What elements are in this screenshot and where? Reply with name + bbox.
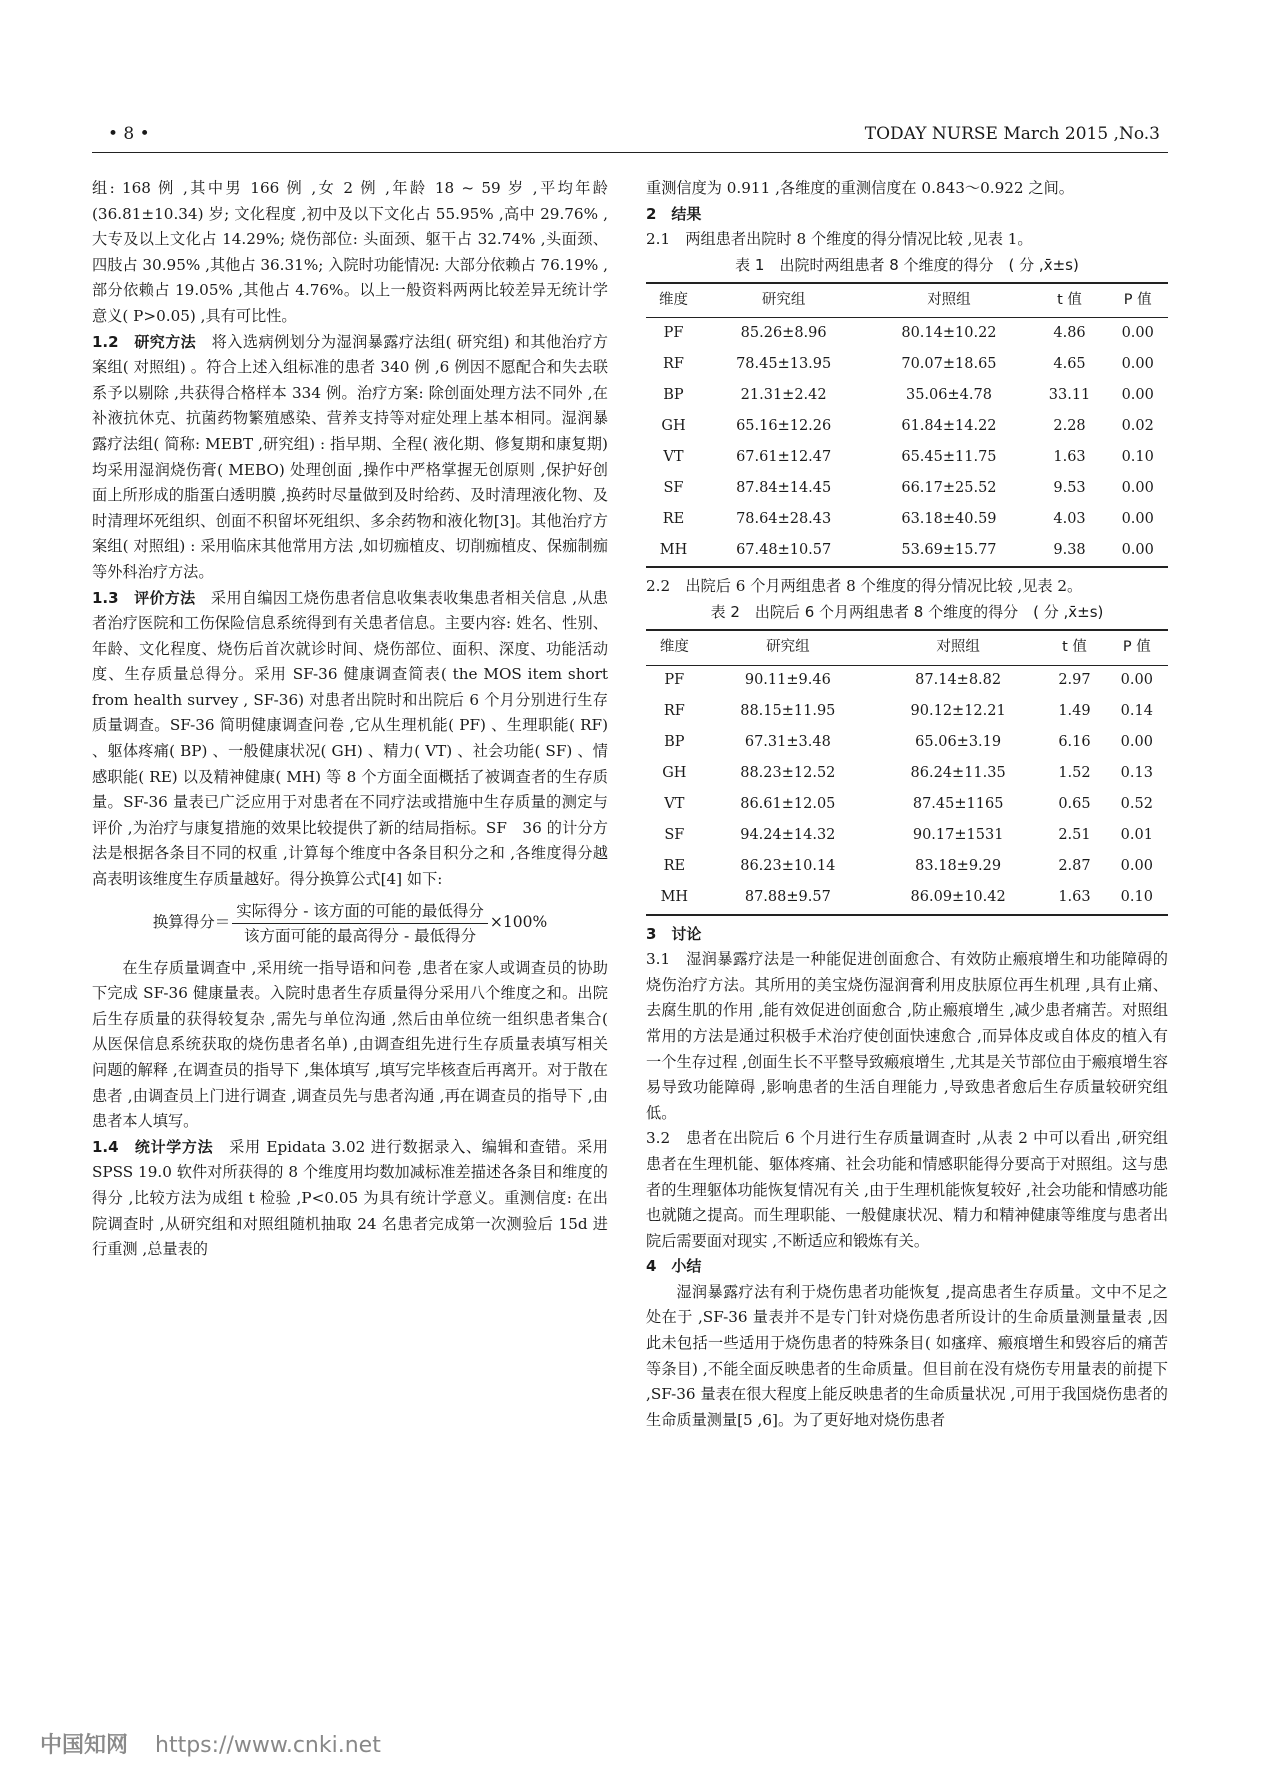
cell-control-group: 66.17±25.52 — [901, 480, 997, 497]
cell-control-group: 70.07±18.65 — [901, 356, 997, 373]
table-2-caption: 表 2 出院后 6 个月两组患者 8 个维度的得分 ( 分 ,x̄±s) — [710, 602, 1104, 621]
table-1-caption: 表 1 出院时两组患者 8 个维度的得分 ( 分 ,x̄±s) — [735, 255, 1079, 274]
cell-t-value: 2.87 — [1058, 858, 1091, 875]
cell-t-value: 9.53 — [1053, 480, 1086, 497]
formula-fraction — [232, 901, 488, 946]
watermark-url: https://www.cnki.net — [155, 1733, 381, 1758]
table-2 — [646, 629, 1168, 916]
cell-dimension: RF — [663, 703, 685, 720]
header-control-group: 对照组 — [866, 283, 1031, 318]
section-4-title: 4 小结 — [646, 1257, 702, 1276]
left-column — [92, 176, 608, 1263]
cell-p-value: 0.52 — [1120, 796, 1153, 813]
cell-p-value: 0.00 — [1121, 511, 1154, 528]
cell-control-group: 87.45±1165 — [912, 796, 1004, 813]
cell-dimension: BP — [663, 387, 684, 404]
table-1-body — [646, 318, 1168, 568]
page-number: • 8 • — [108, 124, 150, 144]
cell-p-value: 0.13 — [1120, 765, 1153, 782]
cell-study-group: 88.23±12.52 — [740, 765, 836, 782]
cell-control-group: 80.14±10.22 — [901, 325, 997, 342]
cell-study-group: 85.26±8.96 — [740, 325, 827, 342]
cell-dimension: RF — [663, 356, 684, 373]
cell-dimension: GH — [662, 765, 687, 782]
cell-dimension: BP — [664, 734, 685, 751]
table-row — [646, 318, 1168, 350]
table-row — [646, 728, 1168, 759]
score-formula — [92, 901, 608, 946]
table-row — [646, 411, 1168, 442]
cell-dimension: RE — [662, 511, 685, 528]
cell-study-group: 67.61±12.47 — [736, 449, 832, 466]
cell-control-group: 65.45±11.75 — [901, 449, 997, 466]
section-3-1: 3.1 湿润暴露疗法是一种能促进创面愈合、有效防止瘢痕增生和功能障碍的烧伤治疗方法。其所用的美宝烧伤湿润膏利用皮肤原位再生机理 ,具有止痛、去腐生肌的作用 ,能有效促进创面愈合 ,防止瘢痕增生 ,减少患者痛苦。对照组常用的方法是通过积极手术治疗使创面快速愈合 ,而异体皮或自体皮的植入有一个生存过程 ,创面生长不平整导致瘢痕增生 ,尤其是关节部位由于瘢痕增生容易导致功能障碍 ,影响患者的生活自理能力 ,导致患者愈后生存质量较研究组低。 — [646, 950, 1168, 1122]
section-1-4-text: 采用 Epidata 3.02 进行数据录入、编辑和查错。采用 SPSS 19.0 软件对所获得的 8 个维度用均数加减标准差描述各条目和维度的得分 ,比较方法为成组 t 检验 ,P<0.05 为具有统计学意义。重测信度: 在出院调查时 ,从研究组和对照组随机抽取 24 名患者完成第一次测验后 15d 进行重测 ,总量表的 — [92, 1137, 608, 1259]
paragraph-demographics: 组: 168 例 ,其中男 166 例 ,女 2 例 ,年龄 18 ~ 59 岁 ,平均年龄(36.81±10.34) 岁; 文化程度 ,初中及以下文化占 55.95% ,高中 29.76% ,大专及以上文化占 14.29%; 烧伤部位: 头面颈、躯干占 32.74% ,头面颈、四肢占 30.95% ,其他占 36.31%; 入院时功能情况: 大部分依赖占 76.19% ,部分依赖占 19.05% ,其他占 4.76%。以上一般资料两两比较差异无统计学意义( P>0.05) ,具有可比性。 — [92, 179, 608, 325]
cell-t-value: 1.63 — [1053, 449, 1086, 466]
cell-study-group: 88.15±11.95 — [740, 703, 836, 720]
header-t-value: t 值 — [1032, 283, 1108, 318]
section-2-title: 2 结果 — [646, 204, 702, 223]
cell-t-value: 4.86 — [1053, 325, 1086, 342]
cell-p-value: 0.02 — [1121, 418, 1154, 435]
section-1-3-text: 采用自编因工烧伤患者信息收集表收集患者相关信息 ,从患者治疗医院和工伤保险信息系统得到有关患者信息。主要内容: 姓名、性别、年龄、文化程度、烧伤后首次就诊时间、烧伤部位、面积、深度、功能活动度、生存质量总得分。采用 SF-36 健康调查简表( the MOS item short from health survey , SF-36) 对患者出院时和出院后 6 个月分别进行生存质量调查。SF-36 简明健康调查问卷 ,它从生理机能( PF) 、生理职能( RF) 、躯体疼痛( BP) 、一般健康状况( GH) 、精力( VT) 、社会功能( SF) 、情感职能( RE) 以及精神健康( MH) 等 8 个方面全面概括了被调查者的生存质量。SF-36 量表已广泛应用于对患者在不同疗法或措施中生存质量的测定与评价 ,为治疗与康复措施的效果比较提供了新的结局指标。SF 36 的计分方法是根据各条目不同的权重 ,计算每个维度中各条目积分之和 ,各维度得分越高表明该维度生存质量越好。得分换算公式[4] 如下: — [92, 588, 608, 889]
cell-t-value: 1.49 — [1058, 703, 1091, 720]
cell-t-value: 2.97 — [1058, 672, 1091, 689]
table-row — [646, 473, 1168, 504]
cell-dimension: VT — [664, 796, 685, 813]
section-1-3-title: 1.3 评价方法 — [92, 588, 196, 607]
cell-control-group: 83.18±9.29 — [915, 858, 1002, 875]
header-rule — [92, 152, 1168, 153]
cell-p-value: 0.00 — [1120, 672, 1153, 689]
cell-control-group: 35.06±4.78 — [905, 387, 992, 404]
cell-t-value: 9.38 — [1032, 535, 1108, 567]
cell-p-value: 0.00 — [1107, 535, 1168, 567]
header-control-group: 对照组 — [873, 630, 1043, 665]
cell-t-value: 0.65 — [1058, 796, 1091, 813]
cell-dimension: PF — [663, 325, 684, 342]
table-row — [646, 759, 1168, 790]
journal-title: TODAY NURSE March 2015 ,No.3 — [864, 124, 1160, 144]
cell-t-value: 6.16 — [1058, 734, 1091, 751]
table-row — [646, 665, 1168, 697]
table-row — [646, 535, 1168, 567]
cell-t-value: 1.63 — [1043, 883, 1105, 915]
section-3-title: 3 讨论 — [646, 924, 702, 943]
section-2-1: 2.1 两组患者出院时 8 个维度的得分情况比较 ,见表 1。 — [646, 230, 1033, 249]
cell-dimension: RE — [663, 858, 686, 875]
table-row — [646, 790, 1168, 821]
header-study-group: 研究组 — [701, 283, 866, 318]
cell-control-group: 61.84±14.22 — [901, 418, 997, 435]
table-2-header-row — [646, 630, 1168, 665]
section-1-2 — [92, 330, 608, 586]
cell-dimension: SF — [664, 827, 685, 844]
cell-dimension: MH — [646, 883, 703, 915]
cell-control-group: 90.17±1531 — [912, 827, 1004, 844]
header-dimension: 维度 — [646, 283, 701, 318]
header-p-value: P 值 — [1106, 630, 1168, 665]
formula-numerator: 实际得分 - 该方面的可能的最低得分 — [232, 901, 488, 924]
section-4-text: 湿润暴露疗法有利于烧伤患者功能恢复 ,提高患者生存质量。文中不足之处在于 ,SF-36 量表并不是专门针对烧伤患者所设计的生命质量测量量表 ,因此未包括一些适用于烧伤患者的特殊条目( 如瘙痒、瘢痕增生和毁容后的痛苦等条目) ,不能全面反映患者的生命质量。但目前在没有烧伤专用量表的前提下 ,SF-36 量表在很大程度上能反映患者的生命质量状况 ,可用于我国烧伤患者的生命质量测量[5 ,6]。为了更好地对烧伤患者 — [646, 1282, 1168, 1429]
cell-p-value: 0.00 — [1121, 480, 1154, 497]
cell-t-value: 1.52 — [1058, 765, 1091, 782]
cell-study-group: 86.23±10.14 — [740, 858, 836, 875]
cell-control-group: 53.69±15.77 — [866, 535, 1031, 567]
cell-p-value: 0.01 — [1120, 827, 1153, 844]
section-1-4-title: 1.4 统计学方法 — [92, 1137, 214, 1156]
cell-t-value: 4.03 — [1053, 511, 1086, 528]
cell-control-group: 90.12±12.21 — [910, 703, 1006, 720]
cell-p-value: 0.00 — [1120, 734, 1153, 751]
cell-control-group: 65.06±3.19 — [915, 734, 1002, 751]
cell-study-group: 67.48±10.57 — [701, 535, 866, 567]
cell-control-group: 63.18±40.59 — [901, 511, 997, 528]
cell-study-group: 94.24±14.32 — [740, 827, 836, 844]
table-1 — [646, 282, 1168, 569]
section-1-3 — [92, 586, 608, 893]
cell-study-group: 21.31±2.42 — [740, 387, 827, 404]
cell-study-group: 67.31±3.48 — [744, 734, 831, 751]
cell-control-group: 86.09±10.42 — [873, 883, 1043, 915]
cell-t-value: 4.65 — [1053, 356, 1086, 373]
table-row — [646, 852, 1168, 883]
cell-p-value: 0.14 — [1120, 703, 1153, 720]
paragraph-reliability: 重测信度为 0.911 ,各维度的重测信度在 0.843～0.922 之间。 — [646, 179, 1074, 197]
cell-control-group: 86.24±11.35 — [910, 765, 1006, 782]
watermark-logo-text: 中国知网 — [40, 1733, 129, 1758]
cell-p-value: 0.00 — [1121, 387, 1154, 404]
table-row — [646, 821, 1168, 852]
cell-p-value: 0.00 — [1121, 356, 1154, 373]
table-row — [646, 697, 1168, 728]
cell-t-value: 2.28 — [1053, 418, 1086, 435]
right-column — [646, 176, 1168, 1433]
table-1-header-row — [646, 283, 1168, 318]
header-study-group: 研究组 — [703, 630, 873, 665]
table-row — [646, 380, 1168, 411]
cell-study-group: 87.84±14.45 — [736, 480, 832, 497]
cell-p-value: 0.10 — [1121, 449, 1154, 466]
cell-p-value: 0.00 — [1121, 325, 1154, 342]
cell-t-value: 2.51 — [1058, 827, 1091, 844]
section-1-2-title: 1.2 研究方法 — [92, 332, 197, 351]
cell-study-group: 78.64±28.43 — [736, 511, 832, 528]
header-dimension: 维度 — [646, 630, 703, 665]
cell-study-group: 87.88±9.57 — [703, 883, 873, 915]
table-row — [646, 442, 1168, 473]
formula-denominator: 该方面可能的最高得分 - 最低得分 — [244, 926, 477, 945]
cnki-watermark — [40, 1728, 381, 1759]
table-2-body — [646, 665, 1168, 915]
cell-dimension: SF — [663, 480, 684, 497]
section-1-4 — [92, 1135, 608, 1263]
table-row — [646, 504, 1168, 535]
page-header — [108, 124, 1160, 152]
cell-dimension: MH — [646, 535, 701, 567]
paragraph-survey: 在生存质量调查中 ,采用统一指导语和问卷 ,患者在家人或调查员的协助下完成 SF-36 健康量表。入院时患者生存质量得分采用八个维度之和。出院后生存质量的获得较复杂 ,需先与单位沟通 ,然后由单位统一组织患者集合( 从医保信息系统获取的烧伤患者名单) ,由调查组先进行生存质量表填写相关问题的解释 ,在调查员的指导下 ,集体填写 ,填写完毕核查后再离开。对于散在患者 ,由调查员上门进行调查 ,调查员先与患者沟通 ,再在调查员的指导下 ,由患者本人填写。 — [92, 958, 608, 1131]
cell-dimension: PF — [664, 672, 685, 689]
header-p-value: P 值 — [1107, 283, 1168, 318]
section-1-2-text: 将入选病例划分为湿润暴露疗法组( 研究组) 和其他治疗方案组( 对照组) 。符合上述入组标准的患者 340 例 ,6 例因不愿配合和失去联系予以剔除 ,共获得合格样本 334 例。治疗方案: 除创面处理方法不同外 ,在补液抗休克、抗菌药物繁殖感染、营养支持等对症处理上基本相同。湿润暴露疗法组( 简称: MEBT ,研究组) : 指早期、全程( 液化期、修复期和康复期) 均采用湿润烧伤膏( MEBO) 处理创面 ,操作中严格掌握无创原则 ,保护好创面上所形成的脂蛋白透明膜 ,换药时尽量做到及时给药、及时清理液化物、及时清理坏死组织、创面不积留坏死组织、多余药物和液化物[3]。其他治疗方案组( 对照组) : 采用临床其他常用方法 ,如切痂植皮、切削痂植皮、保痂制痂等外科治疗方法。 — [92, 332, 608, 581]
formula-lhs: 换算得分＝ — [152, 913, 231, 932]
cell-p-value: 0.10 — [1106, 883, 1168, 915]
cell-study-group: 65.16±12.26 — [736, 418, 832, 435]
cell-dimension: GH — [661, 418, 686, 435]
cell-study-group: 78.45±13.95 — [736, 356, 832, 373]
cell-dimension: VT — [663, 449, 684, 466]
formula-rhs: ×100% — [489, 913, 548, 932]
cell-control-group: 87.14±8.82 — [915, 672, 1002, 689]
section-2-2: 2.2 出院后 6 个月两组患者 8 个维度的得分情况比较 ,见表 2。 — [646, 577, 1083, 596]
header-t-value: t 值 — [1043, 630, 1105, 665]
cell-p-value: 0.00 — [1120, 858, 1153, 875]
section-3-2: 3.2 患者在出院后 6 个月进行生存质量调查时 ,从表 2 中可以看出 ,研究组患者在生理机能、躯体疼痛、社会功能和情感职能得分要高于对照组。这与患者的生理躯体功能恢复情况有关 ,由于生理机能恢复较好 ,社会功能和情感功能也就随之提高。而生理职能、一般健康状况、精力和精神健康等维度与患者出院后需要面对现实 ,不断适应和锻炼有关。 — [646, 1129, 1168, 1250]
cell-t-value: 33.11 — [1048, 387, 1091, 404]
cell-study-group: 86.61±12.05 — [740, 796, 836, 813]
cell-study-group: 90.11±9.46 — [744, 672, 831, 689]
table-row — [646, 883, 1168, 915]
table-row — [646, 349, 1168, 380]
